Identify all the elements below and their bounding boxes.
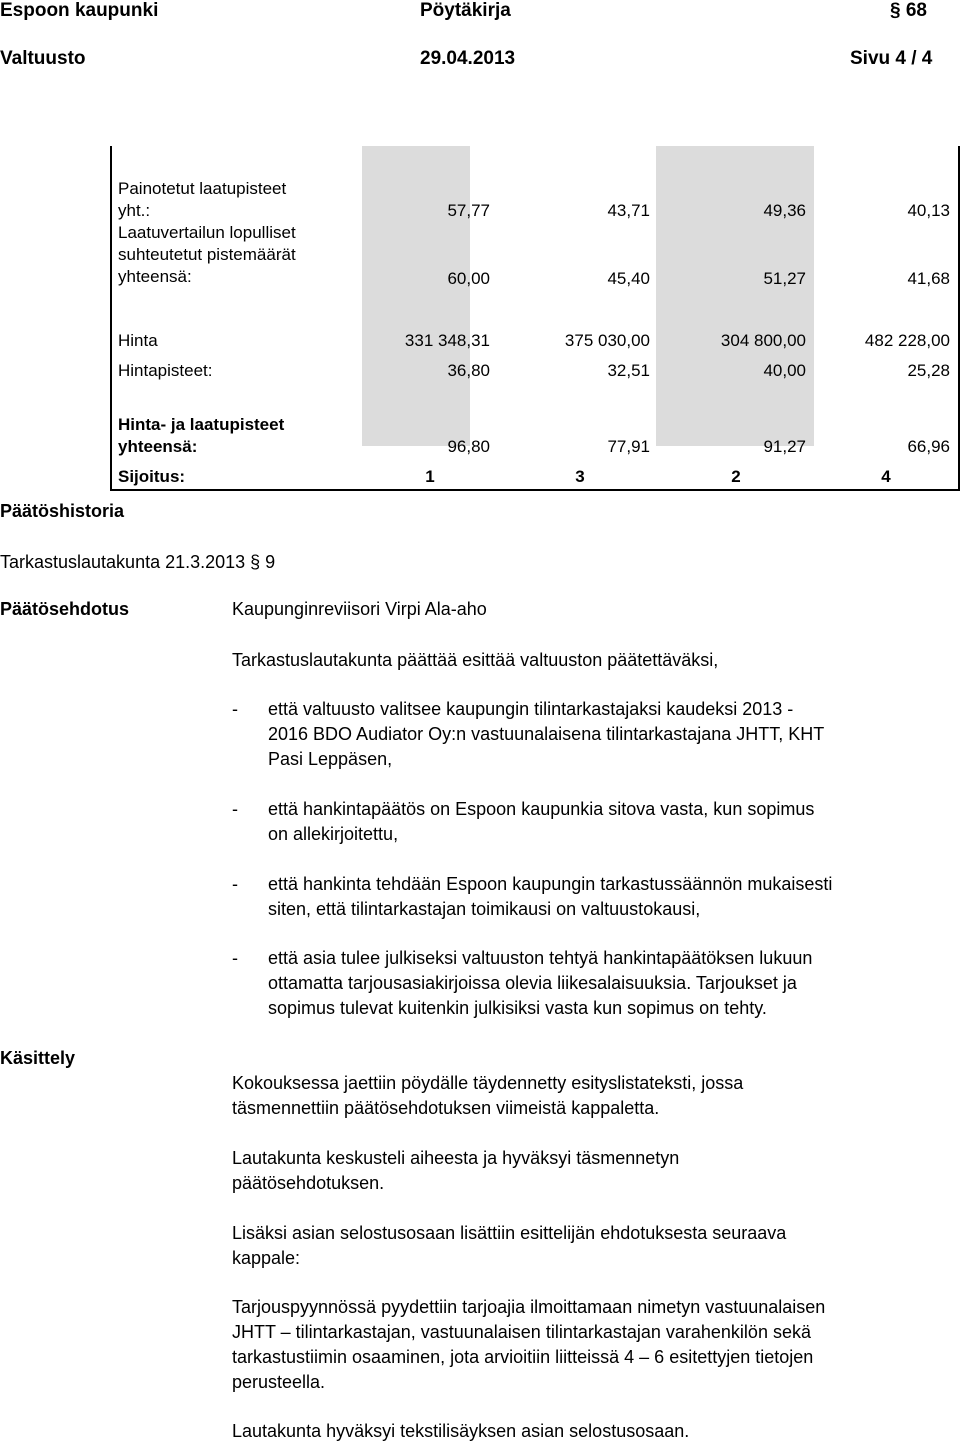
row-label: Painotetut laatupisteet yht.:: [118, 179, 287, 220]
table-cell: 57,77: [447, 201, 490, 220]
handling-heading: Käsittely: [0, 1048, 76, 1068]
table-border-bottom: [110, 489, 960, 491]
table-cell: 304 800,00: [720, 331, 806, 350]
bullet-dash: -: [232, 948, 238, 968]
ranking-value: 4: [881, 467, 891, 486]
body-name: Valtuusto: [0, 48, 86, 69]
document-type: Pöytäkirja: [420, 0, 511, 21]
proposal-bullet: - että valtuusto valitsee kaupungin tilintarkastajaksi kaudeksi 2013 - 2016 BDO Audiator Oy:n vastuunalaisena tilintarkastajana JHTT, KHT Pasi Leppäsen,: [232, 699, 825, 769]
proposal-bullet: - että hankinta tehdään Espoon kaupungin tarkastussäännön mukaisesti siten, että tilintarkastajan toimikausi on valtuustokausi,: [232, 874, 833, 919]
org-name: Espoon kaupunki: [0, 0, 159, 21]
score-table: [110, 146, 960, 491]
meeting-reference: Tarkastuslautakunta 21.3.2013 § 9: [0, 552, 276, 572]
table-cell: 49,36: [763, 201, 806, 220]
row-label: Hintapisteet:: [118, 361, 213, 380]
handling-paragraph: Lautakunta hyväksyi tekstilisäyksen asian selostusosaan.: [232, 1421, 690, 1441]
table-cell: 375 030,00: [564, 331, 650, 350]
table-cell: 482 228,00: [864, 331, 950, 350]
shaded-column: [656, 146, 814, 446]
table-cell: 43,71: [607, 201, 650, 220]
row-label: Hinta: [118, 331, 158, 350]
table-cell: 36,80: [447, 361, 490, 380]
shaded-column: [362, 146, 470, 446]
ranking-value: 3: [575, 467, 585, 486]
table-cell: 32,51: [607, 361, 650, 380]
section-number: [890, 0, 927, 22]
page-number: Sivu 4 / 4: [850, 48, 933, 69]
bullet-dash: -: [232, 874, 238, 894]
handling-paragraph: Kokouksessa jaettiin pöydälle täydennetty esityslistateksti, jossa täsmennettiin päätösehdotuksen viimeistä kappaletta.: [232, 1073, 744, 1118]
handling-paragraph: Lisäksi asian selostusosaan lisättiin esittelijän ehdotuksesta seuraava kappale:: [232, 1223, 787, 1268]
proposal-heading: Päätösehdotus: [0, 599, 130, 619]
ranking-label: Sijoitus:: [118, 467, 186, 486]
table-cell: 60,00: [447, 269, 490, 288]
bullet-dash: -: [232, 699, 238, 719]
history-heading: Päätöshistoria: [0, 501, 125, 521]
table-cell: 66,96: [907, 437, 950, 456]
handling-paragraph: Lautakunta keskusteli aiheesta ja hyväksyi täsmennetyn päätösehdotuksen.: [232, 1148, 680, 1193]
row-label: Hinta- ja laatupisteet yhteensä:: [118, 415, 285, 456]
proposal-bullet: - että hankintapäätös on Espoon kaupunkia sitova vasta, kun sopimus on allekirjoitettu,: [232, 799, 815, 844]
table-cell: 96,80: [447, 437, 490, 456]
table-cell: 40,00: [763, 361, 806, 380]
ranking-value: 1: [425, 467, 435, 486]
table-border-left: [110, 146, 112, 491]
table-cell: 51,27: [763, 269, 806, 288]
proposal-bullet: - että asia tulee julkiseksi valtuuston tehtyä hankintapäätöksen lukuun ottamatta tarjousasiakirjoissa olevia liikesalaisuuksia. Tarjoukset ja sopimus tulevat kuitenkin julkisiksi vasta kun sopimus on tehty.: [232, 948, 813, 1018]
proposal-intro: Tarkastuslautakunta päättää esittää valtuuston päätettäväksi,: [232, 650, 719, 670]
table-cell: 40,13: [907, 201, 950, 220]
handling-paragraph: Tarjouspyynnössä pyydettiin tarjoajia ilmoittamaan nimetyn vastuunalaisen JHTT – tilintarkastajan, vastuunalaisen tilintarkastajan varahenkilön sekä tarkastustiimin osaaminen, jota arvioitiin liitteissä 4 – 6 esitettyjen tietojen perusteella.: [232, 1297, 826, 1392]
ranking-value: 2: [731, 467, 741, 486]
bullet-dash: -: [232, 799, 238, 819]
table-cell: 331 348,31: [404, 331, 490, 350]
table-cell: 25,28: [907, 361, 950, 380]
row-label: Laatuvertailun lopulliset suhteutetut pistemäärät yhteensä:: [118, 223, 296, 286]
section-icon: §: [890, 0, 901, 21]
table-cell: 77,91: [607, 437, 650, 456]
table-cell: 41,68: [907, 269, 950, 288]
proposer-name: Kaupunginreviisori Virpi Ala-aho: [232, 599, 487, 619]
section-number-value: 68: [905, 0, 927, 21]
table-cell: 45,40: [607, 269, 650, 288]
table-cell: 91,27: [763, 437, 806, 456]
meeting-date: 29.04.2013: [420, 48, 516, 69]
